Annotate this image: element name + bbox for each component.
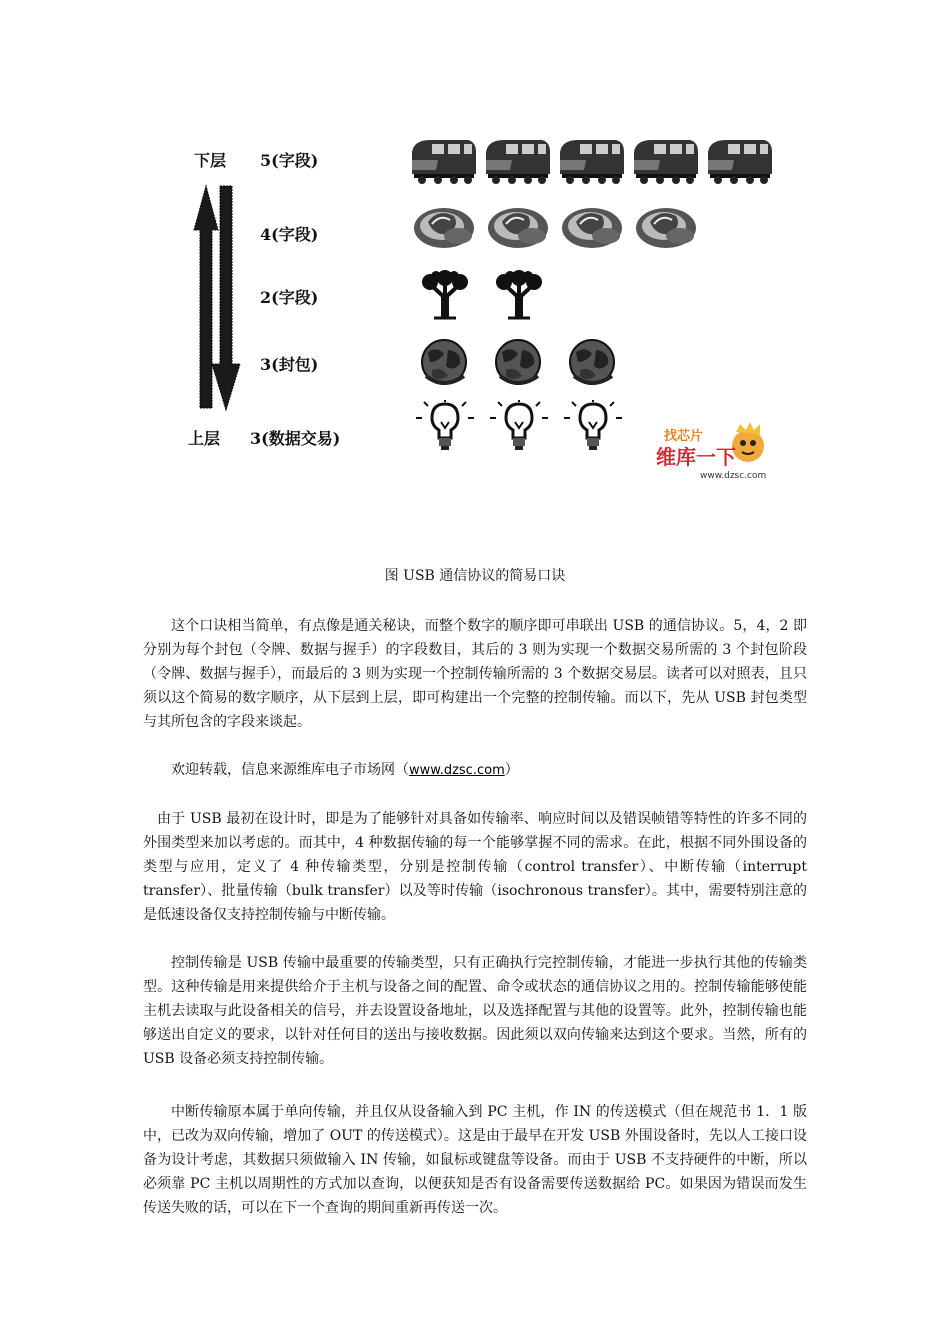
globe-icon <box>482 336 556 388</box>
usb-protocol-figure <box>180 130 800 500</box>
train-icon <box>630 134 704 186</box>
hand-icon <box>556 200 630 252</box>
row-label-transactions: 3(数据交易) <box>250 429 341 448</box>
dzsc-link[interactable]: www.dzsc.com <box>409 763 505 778</box>
hand-icon <box>408 200 482 252</box>
paragraph-transfer-types: 由于 USB 最初在设计时，即是为了能够针对具备如传输率、响应时间以及错误帧错等特性的许多不同的外围类型来加以考虑的。而其中，4 种数据传输的每一个能够掌握不同的需求。在此，根据不同外围设备的类型与应用，定义了 4 种传输类型，分别是控制传输（control transfer）、中断传输（interrupt transfer）、批量传输（bulk transfer）以及等时传输（isochronous transfer）。其中，需要特别注意的是低速设备仅支持控制传输与中断传输。 <box>143 811 807 923</box>
tree-icon <box>482 270 556 322</box>
hand-icon <box>630 200 704 252</box>
tree-icon <box>408 270 482 322</box>
train-icon <box>408 134 482 186</box>
lightbulb-icon <box>556 400 630 452</box>
reprint-notice-text: 欢迎转载，信息来源维库电子市场网（ <box>171 762 409 778</box>
svg-text:www.dzsc.com: www.dzsc.com <box>700 471 767 481</box>
paragraph-mnemonic: 这个口诀相当简单，有点像是通关秘诀，而整个数字的顺序即可串联出 USB 的通信协议。5，4，2 即分别为每个封包（令牌、数据与握手）的字段数目，其后的 3 则为实现一个数据交易所需的 3 个封包阶段（令牌、数据与握手），而最后的 3 则为实现一个控制传输所需的 3 个数据交易层。读者可以对照表，且只须以这个简易的数字顺序，从下层到上层，即可构建出一个完整的控制传输。而以下，先从 USB 封包类型与其所包含的字段来谈起。 <box>143 618 807 730</box>
figure-caption: 图 USB 通信协议的简易口诀 <box>384 568 566 584</box>
train-icon <box>704 134 778 186</box>
up-down-arrows-icon <box>188 182 244 412</box>
lightbulb-icon-row <box>408 400 630 452</box>
paragraph-interrupt-transfer: 中断传输原本属于单向传输，并且仅从设备输入到 PC 主机，作 IN 的传送模式（但在规范书 1．1 版中，已改为双向传输，增加了 OUT 的传送模式）。这是由于最早在开发 USB 外围设备时，先以人工接口设备为设计考虑，其数据只须做输入 IN 传输，如鼠标或键盘等设备。而由于 USB 不支持硬件的中断，所以必须靠 PC 主机以周期性的方式加以查询，以便获知是否有设备需要传送数据给 PC。如果因为错误而发生传送失败的话，可以在下一个查询的期间重新再传送一次。 <box>143 1104 807 1216</box>
hand-icon <box>482 200 556 252</box>
row-label-packet-fields-4: 4(字段) <box>260 225 319 244</box>
train-icon <box>556 134 630 186</box>
globe-icon <box>408 336 482 388</box>
row-label-packets: 3(封包) <box>260 355 319 374</box>
globe-icon <box>556 336 630 388</box>
svg-text:维库一下: 维库一下 <box>656 445 736 469</box>
globe-icon-row <box>408 336 630 388</box>
train-icon-row <box>408 134 778 186</box>
hand-icon-row <box>408 200 704 252</box>
lightbulb-icon <box>408 400 482 452</box>
lightbulb-icon <box>482 400 556 452</box>
reprint-notice-close: ） <box>504 762 519 778</box>
top-layer-label: 上层 <box>188 429 221 448</box>
dzsc-watermark-logo <box>650 422 780 484</box>
tree-icon-row <box>408 270 556 322</box>
train-icon <box>482 134 556 186</box>
paragraph-control-transfer: 控制传输是 USB 传输中最重要的传输类型，只有正确执行完控制传输，才能进一步执行其他的传输类型。这种传输是用来提供给介于主机与设备之间的配置、命令或状态的通信协议之用的。控制传输能够使能主机去读取与此设备相关的信号，并去设置设备地址，以及选择配置与其他的设置等。此外，控制传输也能够送出自定义的要求，以针对任何目的送出与接收数据。因此须以双向传输来达到这个要求。当然，所有的 USB 设备必须支持控制传输。 <box>143 955 807 1067</box>
bottom-layer-label: 下层 <box>194 151 227 170</box>
row-label-packet-fields-2: 2(字段) <box>260 288 319 307</box>
svg-text:找芯片: 找芯片 <box>664 429 704 444</box>
paragraph-reprint-notice <box>143 758 807 783</box>
row-label-packet-fields-5: 5(字段) <box>260 151 319 170</box>
